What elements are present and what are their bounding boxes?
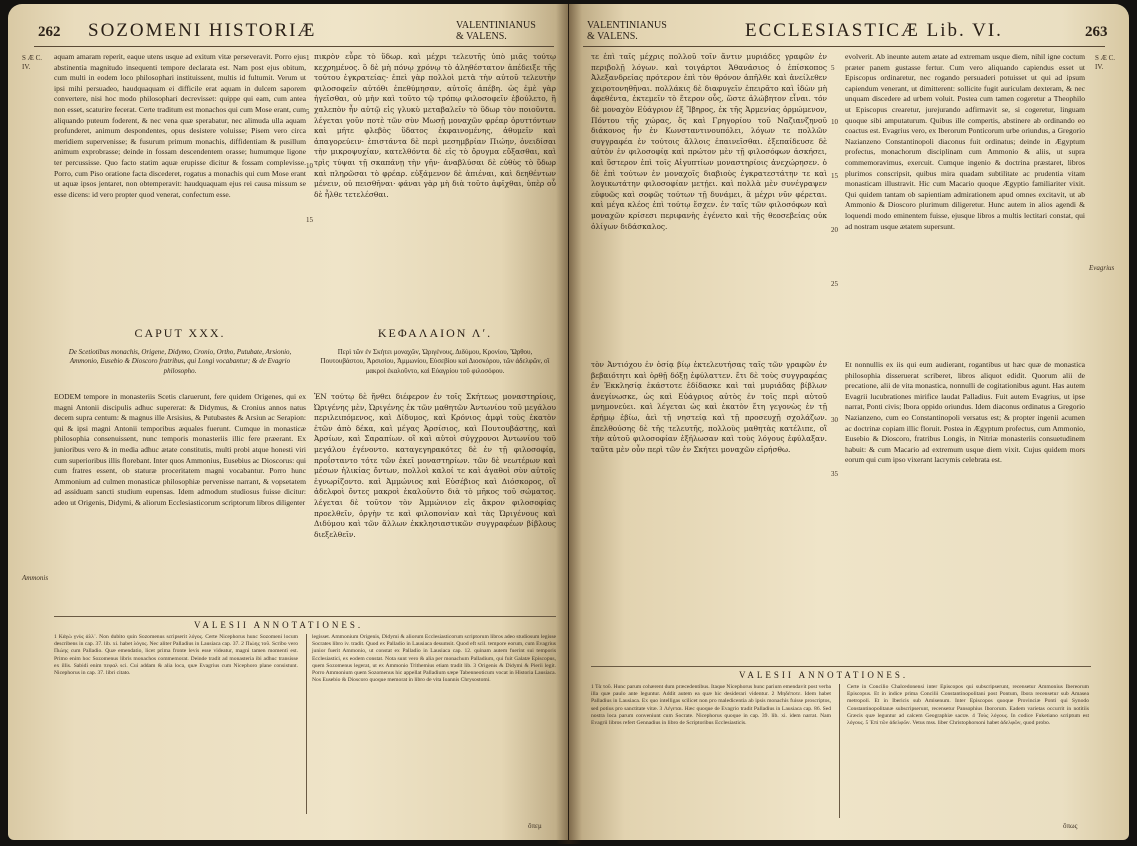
margin-note: S Æ C. [1095, 54, 1116, 62]
open-book [8, 4, 1129, 844]
latin-text: evolverit. Ab ineunte autem ætate ad extremam usque diem, nihil igne coctum præter panem gustasse fertur. Cum vero aliquando capiendus esset ut Episcopus ordinaretur, nec rogando persuaderi potuisset ut qui ad ipsum capiendum venerant, ut dimitterent: sollicite fugit auriculam dexteram, & nec unquam discedere ad urbem voluit. Postea cum tamen cogeretur a Theophilo ut Episcopus crearetur, jurejurando adfirmavit se, si cogeretur, linguam quoque sibi amputaturum. Quibus ille compertis, abstinere ab ordinando eo coactus est. Evagrius vero, ex Iberorum Ponticorum urbe oriundus, a Gregorio Nazianzeno Constantinopoli diaconus fuit ordinatus; deinde in Ægyptum profectus, monachorum disciplinam cum Ammonio & aliis, ut supra commemoravimus, exercuit. Cumque ingenio & doctrina præstaret, libros plurimos conscripsit, quibus mira quadam subtilitate ac prudentia vitam monasticam illustravit. Hic cum Macario quoque Ægyptio familiariter vixit. Qui quidem tantam ob sapientiam admirationem apud omnes excitavit, ut ab Ammonio & Dioscoro plurimum diligeretur. Hunc autem in alios agendi & loquendi modo eminentem fuisse, ejusque libros a multis lectitari constat, qui ad nostram usque ætatem supersunt. [845, 52, 1085, 231]
line-number: 15 [306, 216, 313, 224]
right-latin-column-2 [845, 360, 1085, 660]
line-number: 30 [831, 416, 838, 424]
line-number: 20 [831, 226, 838, 234]
side-title-line: VALENTINIANUS [587, 20, 667, 31]
side-title-line: & VALENS. [456, 31, 507, 42]
side-title-line: & VALENS. [587, 31, 638, 42]
side-title-line: VALENTINIANUS [456, 20, 536, 31]
right-page [569, 4, 1129, 840]
notes-divider [839, 684, 840, 818]
right-margin-name: Evagrius [1089, 264, 1115, 272]
margin-note: IV. [1095, 63, 1104, 71]
margin-note: S Æ C. [22, 54, 43, 62]
right-margin-century [1095, 54, 1115, 72]
left-catchword: ὅπεμ [528, 822, 542, 830]
left-margin-century [22, 54, 42, 72]
notes-divider [306, 634, 307, 814]
right-side-title [587, 20, 667, 42]
right-running-head [569, 18, 1129, 44]
right-notes-column-1: 1 Τὰ τοῦ. Hunc parum cohærent dum præcedentibus. Itaque Nicephorus hunc parium emendavit post verba illa quæ paulo ante leguntur. Addit autem ea quæ hic desiderari videntur. 2 Μηδέποτε. Idem habet Palladius in Lausiaca. Ex quo intelligas scilicet non pro maledicentia ab ipsis monachis fuisse proscriptos, sed potius pro sanctitate vitæ. 3 Λέγεται. Hæc quoque de Evagrio tradit Palladius in Lausiaca cap. 86. Sed nostra loca parum conveniunt cum Socrate. Nicephorus quoque in cap. 39. lib. xi. idem narrat. Nam Evagrii libros refert Gennadius in libro de Scriptoribus Ecclesiasticis. [591, 684, 831, 727]
left-side-title [456, 20, 536, 42]
left-running-head [8, 18, 568, 44]
left-page-number: 262 [38, 24, 61, 40]
latin-text: Et nonnullis ex iis qui eum audierant, rogantibus ut hæc quæ de monastica philosophia disseruerat scriberet, libros aliquot edidit. Quorum alii de precatione, alii de vita monastica, nonnulli de cogitationibus agunt. Has autem Evagrii lucubrationes mirifice laudat Palladius. Fuit autem Evagrius, ut ipse narrat, Ponti civis; Ibora oppido oriundus. Idem diaconus ordinatus a Gregorio Nazianzeno, cum eo Constantinopoli versatus est; & propter ingenii acumen ac doctrinæ copiam illic floruit. Postea in Ægyptum profectus, cum Ammonio, Eusebio & Dioscoro, fratribus Longis, in Nitriæ monasteriis consuetudinem habuit: & cum Macario ad extremum usque diem vixit. Cujus quidem mors eorum qui cum ipso vixerant lacrymis celebrata est. [845, 360, 1085, 465]
right-greek-column-2 [591, 360, 827, 660]
greek-text: ἘΝ τούτῳ δὲ ἤνθει διέφερον ἐν τοῖς Σκήτεως μοναστηρίοις, Ὠριγένης μὲν, Ὠριγένης ἐκ τῶν μαθητῶν Ἀντωνίου τοῦ μεγάλου περιλειπόμενος, καὶ Δίδυμος, καὶ Κρόνιος ἀμφὶ τοὺς ἑκατὸν ἐτῶν ἀπὸ δέκα, καὶ μέγας Ἀρσίσιος, καὶ Πουτουβάστης, καὶ Ἀρσίων, καὶ Σαραπίων. οἳ καὶ αὐτοὶ σύγχρονοι Ἀντωνίου τοῦ μεγάλου ἐγένοντο. καταγεγηρακότες δὲ ἐν τῇ φιλοσοφίᾳ, προΐσταντο τότε τῶν ἐκεῖ μοναστηρίων. τῶν δὲ νεωτέρων καὶ μέσων ἡλικίας ὄντων, πολλοὶ καλοί τε καὶ ἀγαθοὶ σὺν αὐτοῖς ἐγνωρίζοντο. καὶ Ἀμμώνιος καὶ Εὐσέβιος καὶ Διόσκορος, οἳ ἀδελφοὶ ὄντες μακροὶ ἐκαλοῦντο διὰ τὸ μῆκος τοῦ σώματος. λέγεται δὲ τοῦτον τὸν Ἀμμώνιον εἰς ἄκρον φιλοσοφίας προελθεῖν, ὀργὴν τε καὶ φιλοπονίαν καὶ τὰς Ὠριγένους καὶ Διδύμου καὶ τῶν ἄλλων ἐκκλησιαστικῶν συγγραφέων βίβλους διεξελθεῖν. [314, 392, 556, 539]
left-notes-column-1: 1 Κἀγὼ γνὺς ἀλλ᾽. Non dubito quin Sozomenus scripserit λόγος. Certe Nicephorus hunc Sozomeni locum describens in cap. 37. lib. xi. habet λόγος. Nec aliter Palladius in Lausiaca cap. 37. 2 Πιώης τοῦ. Scribo vero Πιώης cum Palladio. Quæ emendatio, licet prima fronte levis esse videatur, magni tamen momenti est. Primo enim hoc Sozomenus libris monachos commemorat. Deinde tradit ad monasteria ibi adhuc transisse ex illis. Sabidi enim πεφαλ sci. Cui addam & alia loca, quæ Evagrius cum Nicephoro plane consistunt. Nicephorus in cap. 37. libri citato. [54, 634, 298, 677]
left-greek-column-2 [314, 392, 556, 610]
greek-text: τὸν Ἀντιόχου ἐν ὁσίᾳ βίῳ ἐκτελευτήσας ταῖς τῶν γραφῶν ἐν βεβαιότητι καὶ ὀρθῇ δόξῃ ἐφύλαττεν. ἔτι δὲ τοὺς συγγραφέας ἐν Ἐκκλησίᾳ ἑκάστοτε ἐδίδασκε καὶ ταὶ μυριάδας βίβλων ἀνεγίνωσκε, ὡς καὶ Εὐάγριος αὐτὸς ἐν τοῖς περὶ αὐτοῦ μνημονεύει. καὶ λέγεται ὡς καὶ ἑκατὸν ἔτη γεγονὼς ἐν τῇ ἐρήμῳ ἐβίω, ἀεὶ τῇ νηστείᾳ καὶ τῇ προσευχῇ σχολάζων. ἐπελθούσης δὲ τῆς τελευτῆς, πολλοὺς μαθητὰς κατέλιπε, οἳ τὴν αὐτοῦ φιλοσοφίαν ἐξήλωσαν καὶ τοὺς λόγους ἐφύλαξαν. ταῦτα μὲν οὖν περὶ τῶν ἐν Σκήτει μοναχῶν εἰρήσθω. [591, 360, 827, 454]
line-number: 35 [831, 470, 838, 478]
book-gutter [556, 4, 582, 844]
latin-text: EODEM tempore in monasteriis Scetis claruerunt, fere quidem Origenes, qui ex magni Antonii discipulis adhuc supererat: & Didymus, & Cronius annos natus decem supra centum: & magnus ille Arsisius, & Putubastes & Arsiun ac Serapion: qui & ipsi magni Antonii temporibus æquales fuerunt. Cumque in monasticæ philosophia consenuissent, nunc temporis monasteriis illic fere præerant. Ex junioribus vero & in media adhuc ætate constitutis, multi probi atque honesti viri cum superioribus illis florebant. Inter quos Ammonius, Eusebius ac Dioscorus: qui cum fratres essent, ob staturæ proceritatem magni vocabantur. Porro hunc Ammonium ad culmen monasticæ philosophiæ pervenisse narrant, & vopsetatem ad assiduam sancti studium eupensas. Idem admodum studiosus fuisse dicitur: adeo ut Origenis, Didymi, & aliorum Ecclesiasticorum scriptorum libros diligenter [54, 392, 306, 507]
head-rule [34, 46, 554, 47]
left-greek-column-1 [314, 52, 556, 310]
line-number: 5 [831, 64, 835, 72]
notes-rule [54, 616, 556, 617]
line-number: 25 [831, 280, 838, 288]
line-number: 10 [306, 162, 313, 170]
chapter-summary-latin: De Scetiotibus monachis, Origene, Didymo, Cronio, Ortho, Putubate, Arsionio, Ammonio, Eusebio & Dioscoro fratribus, qui Longi vocabantur; & de Evagrio philosopho. [68, 348, 292, 375]
chapter-heading-latin: CAPUT XXX. [134, 326, 226, 340]
left-margin-name: Ammonis [22, 574, 49, 582]
chapter-summary-greek: Περὶ τῶν ἐν Σκήτει μοναχῶν, Ὠριγένους, Διδύμου, Κρονίου, Ὤρθου, Πουτουβάστου, Ἀρσισίου, Ἀμμωνίου, Εὐσεβίου καὶ Διοσκόρου, τῶν ἀδελφῶν, οἳ μακροὶ ἐκαλοῦντο, καὶ Εὐαγρίου τοῦ φιλοσόφου. [320, 348, 550, 375]
left-latin-column-1 [54, 52, 306, 310]
left-running-title: SOZOMENI HISTORIÆ [88, 20, 317, 41]
left-page [8, 4, 568, 840]
head-rule [583, 46, 1105, 47]
latin-text: aquam amaram reperit, eaque utens usque ad exitum vitæ perseveravit. Porro ejus abstinentia magnitudo insequenti tempore declarata est. Nam post ejus obitum, cum multi in eodem loco philosophari instituissent, multis id fultumit. Verum ut ipsi mihi persuadeo, haudquaquam ei difficile erat aquam in dulcem saporem convertere, nisi hoc modo philosophari decrevisset: quippe qui eam, cum antea non esset, scaturire fecerat. Certe traditum est monachos qui cum Mose erant, cum aliquando puteum foderent, & nec vena quæ sperabatur, nec alimuda ulla aquam profunderet, animum despondentes, opus desistere voluisse; Pisem vero circa meridiem supervenisse; & fusurum primum monachis, diffidentiam & pusillum animum exprobrasse; deinde in fossam descendentem orasse; humumque ligone ter percussisse. Quo facto statim aquæ erupisse dicitur & fossam complevisse. Porro, cum Piso oratione facta discederet, rogatus a monachis qui cum Mose erant ut aquæ ipsos jentaret, non obtemperavit: haudquaquam ejus rei causa missum se esse dicens: id vero propter quod venerat, confectum esse. [54, 52, 306, 199]
left-notes-title: VALESII ANNOTATIONES. [194, 620, 364, 630]
right-latin-column-1 [845, 52, 1085, 352]
line-number: 1 [306, 54, 310, 62]
line-number: 10 [831, 118, 838, 126]
right-page-number: 263 [1085, 24, 1108, 40]
greek-text: πικρὸν εὗρε τὸ ὕδωρ. καὶ μέχρι τελευτῆς ὑπὸ μιᾶς τούτῳ κεχρημένος. ὃ δὲ μὴ πόνῳ χρόνῳ τὸ ἀληθέστατον ἀπέδειξε τῆς τούτου ἐγκρατείας· ἐπεὶ γὰρ πολλοὶ μετὰ τὴν αὐτοῦ τελευτὴν φιλοσοφεῖν αὐτόθι ἐπεθύμησαν, αὐτοῖς ἀπέβη. ὡς ἐμὲ γὰρ ἡγεῖσθαι, οὐ μὴν καὶ τοῦτο τῷ τρόπῳ φιλοσοφεῖν ἐβούλετο, ἢ χαλεπὸν ἦν αὐτῷ εἰς γλυκὺ μεταβαλεῖν τὸ ὕδωρ τὸν ποιοῦντα. λέγεται γοῦν ποτὲ τῶν σὺν Μωσῇ μοναχῶν φρέαρ ὀρυττόντων καὶ μήτε φλεβὸς ὕδατος ἐκφαινομένης, ἀθυμεῖν καὶ ἀπαγορεύειν· ἐπιστάντα δὲ περὶ μεσημβρίαν Πιώην, ὀνειδίσαι τὴν μικροψυχίαν, κατελθόντα δὲ εἰς τὸ ὄρυγμα εὔξασθαι, καὶ τρὶς τύψαι τῇ σκαπάνῃ τὴν γῆν· ἀναβλύσαι δὲ εὐθὺς τὸ ὕδωρ καὶ πληρῶσαι τὸ φρέαρ. εὐξάμενον δὲ ἀπιέναι, καὶ δεηθέντων μένειν, οὐ πεισθῆναι· φάναι γὰρ μὴ διὰ τοῦτο ἀφῖχθαι, ὑπὲρ οὗ δὲ ἦλθε τετελέσθαι. [314, 52, 556, 199]
margin-note: IV. [22, 63, 31, 71]
left-notes-column-2: legisset. Ammonium Origenis, Didymi & aliorum Ecclesiasticorum scriptorum libros adeo studiosum legisse Socrates libro iv. tradit. Quod ex Palladio in Lausiaca desumsit. Quod eft scil. tempore eorum, cum Evagrius junior fuerit Ammonio, ut constat ex Palladio in Lausiaca cap. 12. quinam autem fuerint sui temporis Ecclesiastici, ex eodem constat. Nota sunt vero & alia per monachum Palladium, qui fuit Galatæ Episcopus, quem Sozomenus legerat, ut ex Ammonio Trithemius etiam tradit lib. 3 Origenis & Didymi & Pierii legit. Porro Ammonium quem Sozomenus hic appellat Palladium sæpe Tabenneoticum vocat in Historia Lausiaca. Nos Eusebio & Dioscoro quoque memorat in libro de vita Ioannis Chrysostomi. [312, 634, 556, 684]
line-number: 5 [306, 108, 310, 116]
right-notes-column-2: Certe in Concilio Chalcedonensi inter Episcopos qui subscripserunt, recensetur Ammonius Ibereorum Episcopus. Et in indice prima Concilii Constantinopolitani post Pontum, Ibora recensetur sub Amasea metropoli. Et in Ibericis sub Amisenum. Inter Episcopos quoque Provinciæ Ponti qui Synodo Constantinopolitanæ subscripserunt, recensetur Pansophius Ibororum. Eadem varietas occurrit in notitiis Græcis quæ leguntur ad calcem Geographiæ sacræ. 4 Τοὺς λόγους. In codice Fuketiano scriptum est λόγους. 5 Ἐπὶ τῶν ἀδελφῶν. Vetus mss. liber Christophorsoni habet ἀδελφῶν, quod probo. [847, 684, 1089, 727]
notes-rule [591, 666, 1091, 667]
right-running-title: ECCLESIASTICÆ Lib. VI. [745, 20, 1003, 41]
right-greek-column-1 [591, 52, 827, 352]
right-catchword: ὅπως [1063, 822, 1078, 830]
line-number: 15 [831, 172, 838, 180]
greek-text: τε ἐπὶ ταῖς μέχρις πολλοῦ τοῖν ἄντιν μυριάδες γραφῶν ἐν περιβολῇ λόγων. καὶ τοιγάρτοι Ἀθανάσιος ὁ ἐπίσκοπος Ἀλεξανδρείας πρότερον ἐπὶ τὸν θρόνον ἀπῆλθε καὶ ἀνείλεθεν χειροτονηθῆναι. πολλάκις δὲ διαφυγεῖν ἐπειρᾶτο καὶ ἰδὼν μὴ ἀφεθέντα, ἐκτεμεῖν τὸ ἕτερον οὖς, ὥστε ἀλώβητον εἶναι. τόν δὲ μοναχὸν Εὐάγριον ἐξ Ἴβηρος, ἐκ τῆς Ἀρμενίας ὁρμώμενον, Πόντου τῆς χώρας, ὅς καὶ Γρηγορίου τοῦ Ναζιανζηνοῦ διάκονος ἦν ἐν Κωνσταντινουπόλει, λόγων τε πολλῶν συγγραφέα ἐν τούτοις ἄλλοις ἐπαινεῖσθαι. ἐξεπαίδευσε δὲ αὐτὸν ἐν φιλοσοφίᾳ καὶ πρώτον μὲν τῇ φιλοσόφων ἀσκήσει, καὶ ὕστερον ἐπὶ τοῖς Αἰγυπτίων μοναστηρίοις ἀνεχώρησεν. ὁ δὲ ἐπὶ τούτων ἐν μοναχοῖς διαβιοὺς ἐγκρατεστάτην τε καὶ λογικωτάτην φιλοσοφίαν μετῄει. καὶ πολλὰ μὲν συνέγραψεν εὐφυῶς καὶ σοφῶς τούτων τῇ δυνάμει, ἃ μέχρι νῦν φέρεται. καὶ μέγα κλέος ἐπὶ τούτῳ ἔσχεν. ἐν ταῖς τῶν φιλοσόφων καὶ μοναχῶν κρίσεσι περιφανὴς ἐγένετο καὶ τῆς θεοσεβείας οὐκ ὀλίγων διδάσκαλος. [591, 52, 827, 231]
right-notes-title: VALESII ANNOTATIONES. [739, 670, 909, 680]
left-latin-column-2 [54, 392, 306, 610]
chapter-heading-greek: ΚΕΦΑΛΑΙΟΝ Λʹ. [377, 326, 493, 340]
